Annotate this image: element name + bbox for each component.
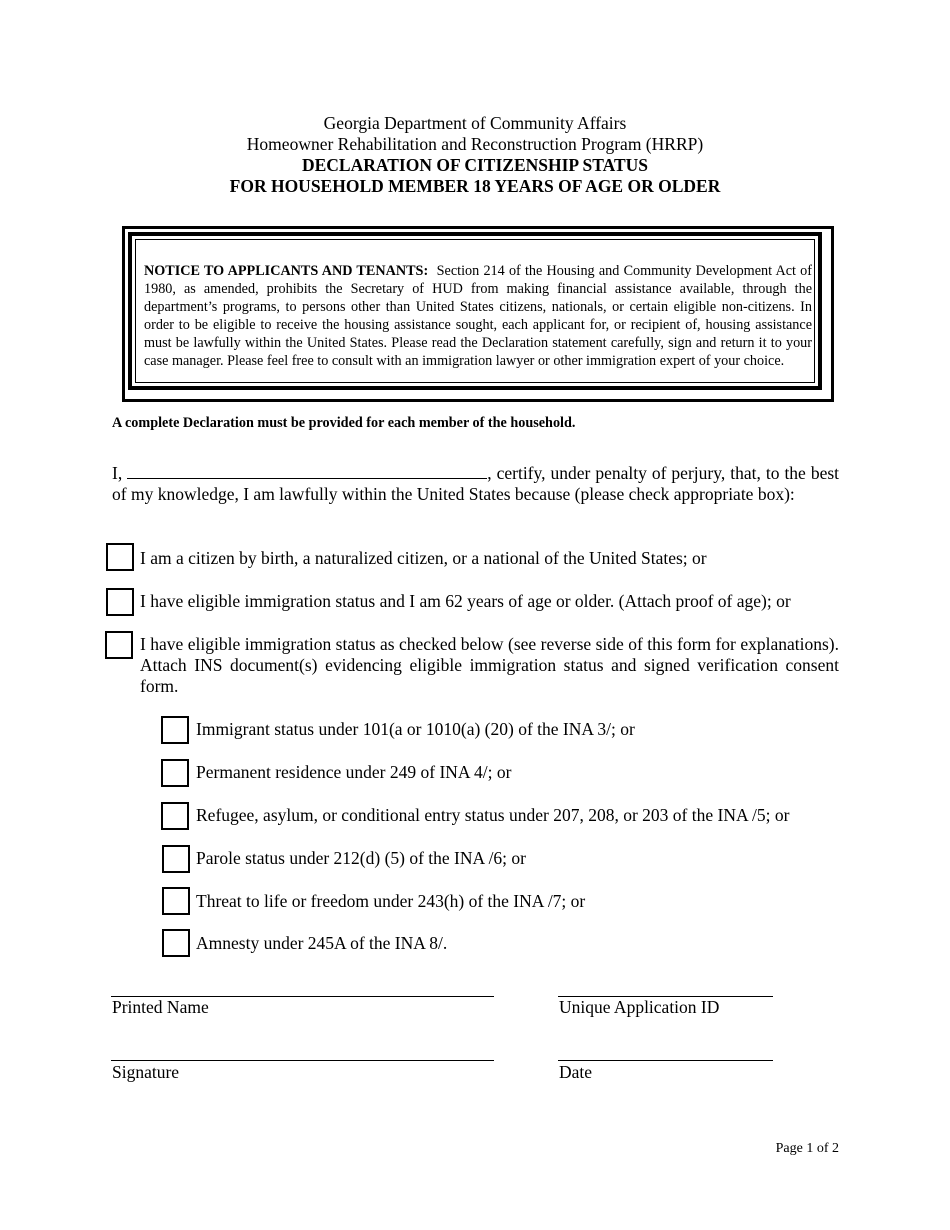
sub-option-immigrant: Immigrant status under 101(a or 1010(a) (20) of the INA 3/; or xyxy=(196,719,635,739)
agency-name: Georgia Department of Community Affairs xyxy=(323,113,627,133)
sub-option-parole: Parole status under 212(d) (5) of the INA /6; or xyxy=(196,848,526,868)
sub-option-refugee-asylum: Refugee, asylum, or conditional entry status under 207, 208, or 203 of the INA /5; or xyxy=(196,805,790,825)
eligible-62-checkbox[interactable] xyxy=(106,588,134,616)
signature-line[interactable] xyxy=(111,1060,494,1061)
eligible-status-checkbox[interactable] xyxy=(105,631,133,659)
form-title-line1: DECLARATION OF CITIZENSHIP STATUS xyxy=(301,155,649,175)
printed-name-label: Printed Name xyxy=(112,997,209,1017)
declarant-name-field[interactable] xyxy=(127,462,487,479)
immigrant-status-checkbox[interactable] xyxy=(161,716,189,744)
complete-declaration-note: A complete Declaration must be provided for each member of the household. xyxy=(112,415,576,431)
sub-option-threat-to-life: Threat to life or freedom under 243(h) of the INA /7; or xyxy=(196,891,586,911)
notice-label: NOTICE TO APPLICANTS AND TENANTS: xyxy=(144,263,429,279)
page-number: Page 1 of 2 xyxy=(775,1141,839,1156)
refugee-asylum-checkbox[interactable] xyxy=(161,802,189,830)
signature-label: Signature xyxy=(112,1062,180,1082)
notice-box xyxy=(122,226,834,402)
citizen-checkbox[interactable] xyxy=(106,543,134,571)
notice-text xyxy=(135,239,815,383)
parole-status-checkbox[interactable] xyxy=(162,845,190,873)
certify-suffix: , certify, under penalty of perjury, that, to the best of my knowledge, I am lawfully within the United States because (please check appropriate box): xyxy=(112,463,840,504)
option-eligible-status: I have eligible immigration status as checked below (see reverse side of this form for explanations). Attach INS document(s) evidencing eligible immigration status and signed verification consent form. xyxy=(140,634,839,696)
option-eligible-62: I have eligible immigration status and I am 62 years of age or older. (Attach proof of age); or xyxy=(140,591,791,611)
date-label: Date xyxy=(559,1062,593,1082)
certify-prefix: I, xyxy=(112,463,123,483)
notice-body: Section 214 of the Housing and Community Development Act of 1980, as amended, prohibits the Secretary of HUD from making financial assistance available, through the department’s programs, to persons other than United States citizens, nationals, or certain eligible non-citizens. In order to be eligible to receive the housing assistance sought, each applicant for, or recipient of, housing assistance must be lawfully within the United States. Please read the Declaration statement carefully, sign and return it to your case manager. Please feel free to consult with an immigration lawyer or other immigration expert of your choice. xyxy=(144,263,812,370)
program-name: Homeowner Rehabilitation and Reconstruction Program (HRRP) xyxy=(246,134,704,154)
amnesty-checkbox[interactable] xyxy=(162,929,190,957)
threat-to-life-checkbox[interactable] xyxy=(162,887,190,915)
option-citizen: I am a citizen by birth, a naturalized citizen, or a national of the United States; or xyxy=(140,548,707,568)
date-line[interactable] xyxy=(558,1060,773,1061)
form-title-line2: FOR HOUSEHOLD MEMBER 18 YEARS OF AGE OR OLDER xyxy=(229,176,721,196)
application-id-label: Unique Application ID xyxy=(559,997,720,1017)
sub-option-permanent-residence: Permanent residence under 249 of INA 4/; or xyxy=(196,762,512,782)
permanent-residence-checkbox[interactable] xyxy=(161,759,189,787)
sub-option-amnesty: Amnesty under 245A of the INA 8/. xyxy=(196,933,448,953)
certification-statement xyxy=(112,462,839,505)
